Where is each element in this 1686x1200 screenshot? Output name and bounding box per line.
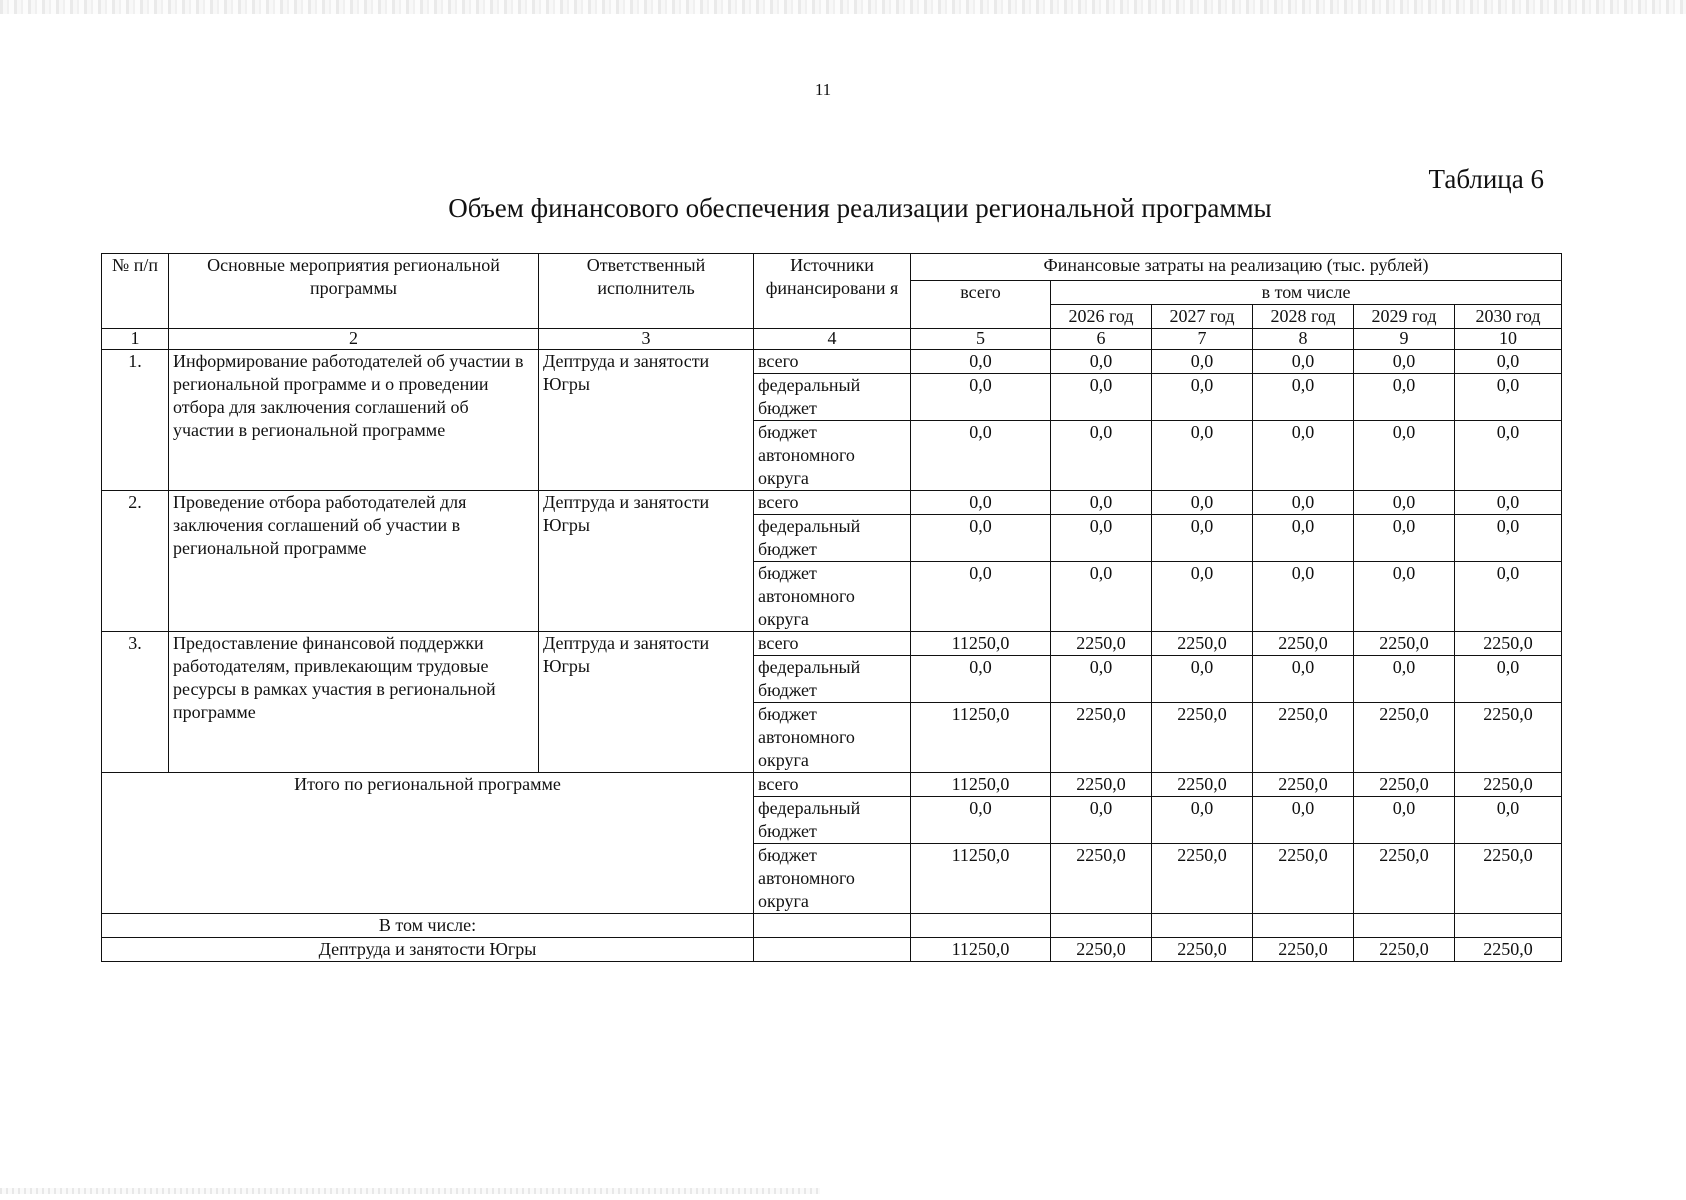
header-year: 2030 год (1455, 305, 1562, 329)
cell-year-amount: 0,0 (1253, 350, 1354, 374)
cell-year-amount: 2250,0 (1253, 938, 1354, 962)
cell-year-amount: 0,0 (1455, 350, 1562, 374)
cell-year-amount: 0,0 (1152, 656, 1253, 703)
cell-year-amount: 0,0 (1051, 515, 1152, 562)
cell-year-amount: 0,0 (1354, 562, 1455, 632)
cell-year-amount: 0,0 (1152, 491, 1253, 515)
cell-total-amount: 0,0 (911, 491, 1051, 515)
header-year: 2026 год (1051, 305, 1152, 329)
cell-year-amount: 2250,0 (1152, 632, 1253, 656)
cell-total-amount: 11250,0 (911, 938, 1051, 962)
cell-year-amount: 2250,0 (1253, 844, 1354, 914)
scan-edge-top (0, 0, 1686, 14)
cell-year-amount: 0,0 (1354, 350, 1455, 374)
including-row (102, 914, 1562, 938)
cell-total-amount: 11250,0 (911, 632, 1051, 656)
cell-year-amount: 0,0 (1152, 562, 1253, 632)
cell-year-amount: 2250,0 (1354, 773, 1455, 797)
cell-year-amount: 0,0 (1455, 656, 1562, 703)
header-costs: Финансовые затраты на реализацию (тыс. рублей) (911, 254, 1562, 281)
cell-year-amount: 2250,0 (1455, 773, 1562, 797)
activity-name: Проведение отбора работодателей для заключения соглашений об участии в региональной программе (169, 491, 539, 632)
cell-year-amount: 2250,0 (1354, 844, 1455, 914)
cell-year-amount: 2250,0 (1455, 844, 1562, 914)
empty-cell (1354, 914, 1455, 938)
program-total-row-total (102, 773, 1562, 797)
header-year: 2027 год (1152, 305, 1253, 329)
cell-year-amount: 2250,0 (1152, 938, 1253, 962)
cell-total-amount: 0,0 (911, 374, 1051, 421)
activity-1-row-total (102, 350, 1562, 374)
activity-number: 1. (102, 350, 169, 491)
cell-year-amount: 0,0 (1455, 562, 1562, 632)
cell-year-amount: 2250,0 (1253, 703, 1354, 773)
department-row (102, 938, 1562, 962)
cell-year-amount: 2250,0 (1051, 938, 1152, 962)
scan-edge-bottom (0, 1188, 820, 1194)
activity-2-row-total (102, 491, 1562, 515)
funding-source: бюджет автономного округа (754, 421, 911, 491)
cell-year-amount: 0,0 (1051, 656, 1152, 703)
cell-year-amount: 0,0 (1354, 797, 1455, 844)
column-number: 9 (1354, 329, 1455, 350)
cell-total-amount: 11250,0 (911, 844, 1051, 914)
header-year: 2029 год (1354, 305, 1455, 329)
cell-year-amount: 0,0 (1455, 797, 1562, 844)
table-body (102, 254, 1562, 962)
activity-number: 2. (102, 491, 169, 632)
cell-total-amount: 0,0 (911, 562, 1051, 632)
empty-cell (1253, 914, 1354, 938)
cell-year-amount: 0,0 (1253, 421, 1354, 491)
funding-source: бюджет автономного округа (754, 703, 911, 773)
empty-cell (1152, 914, 1253, 938)
cell-year-amount: 2250,0 (1253, 632, 1354, 656)
activity-number: 3. (102, 632, 169, 773)
cell-year-amount: 2250,0 (1354, 632, 1455, 656)
table-caption: Таблица 6 (1428, 164, 1544, 194)
cell-year-amount: 0,0 (1051, 374, 1152, 421)
cell-year-amount: 2250,0 (1455, 703, 1562, 773)
column-number: 4 (754, 329, 911, 350)
activity-name: Предоставление финансовой поддержки работодателям, привлекающим трудовые ресурсы в рамках участия в региональной программе (169, 632, 539, 773)
header-row-1 (102, 254, 1562, 281)
cell-total-amount: 11250,0 (911, 773, 1051, 797)
cell-year-amount: 0,0 (1253, 515, 1354, 562)
funding-source: бюджет автономного округа (754, 562, 911, 632)
funding-source: всего (754, 773, 911, 797)
funding-source: бюджет автономного округа (754, 844, 911, 914)
empty-cell (754, 938, 911, 962)
financing-table (101, 253, 1562, 962)
cell-year-amount: 0,0 (1152, 350, 1253, 374)
column-number: 5 (911, 329, 1051, 350)
page-number: 11 (814, 80, 832, 99)
funding-source: всего (754, 350, 911, 374)
cell-year-amount: 2250,0 (1152, 844, 1253, 914)
cell-year-amount: 0,0 (1152, 515, 1253, 562)
header-num: № п/п (102, 254, 169, 329)
column-number: 6 (1051, 329, 1152, 350)
cell-year-amount: 0,0 (1354, 656, 1455, 703)
cell-year-amount: 0,0 (1354, 491, 1455, 515)
column-number: 3 (539, 329, 754, 350)
cell-year-amount: 0,0 (1455, 491, 1562, 515)
header-total: всего (911, 281, 1051, 329)
empty-cell (754, 914, 911, 938)
cell-year-amount: 2250,0 (1152, 773, 1253, 797)
activity-executor: Дептруда и занятости Югры (539, 491, 754, 632)
cell-total-amount: 0,0 (911, 421, 1051, 491)
cell-year-amount: 0,0 (1354, 515, 1455, 562)
header-executor: Ответственный исполнитель (539, 254, 754, 329)
cell-total-amount: 0,0 (911, 350, 1051, 374)
column-number: 10 (1455, 329, 1562, 350)
cell-year-amount: 2250,0 (1253, 773, 1354, 797)
cell-total-amount: 0,0 (911, 656, 1051, 703)
cell-year-amount: 0,0 (1354, 374, 1455, 421)
column-number: 2 (169, 329, 539, 350)
cell-year-amount: 2250,0 (1051, 773, 1152, 797)
cell-year-amount: 0,0 (1152, 421, 1253, 491)
program-total-label: Итого по региональной программе (102, 773, 754, 914)
cell-year-amount: 0,0 (1051, 797, 1152, 844)
including-label: В том числе: (102, 914, 754, 938)
empty-cell (911, 914, 1051, 938)
cell-year-amount: 0,0 (1051, 562, 1152, 632)
header-sources: Источники финансировани я (754, 254, 911, 329)
activity-executor: Дептруда и занятости Югры (539, 632, 754, 773)
document-title: Объем финансового обеспечения реализации региональной программы (448, 193, 1272, 223)
activity-executor: Дептруда и занятости Югры (539, 350, 754, 491)
cell-year-amount: 0,0 (1253, 491, 1354, 515)
empty-cell (1455, 914, 1562, 938)
cell-year-amount: 0,0 (1051, 421, 1152, 491)
cell-total-amount: 11250,0 (911, 703, 1051, 773)
cell-year-amount: 0,0 (1253, 374, 1354, 421)
cell-year-amount: 2250,0 (1051, 632, 1152, 656)
cell-year-amount: 0,0 (1354, 421, 1455, 491)
column-number: 1 (102, 329, 169, 350)
cell-year-amount: 2250,0 (1455, 632, 1562, 656)
column-number: 7 (1152, 329, 1253, 350)
cell-year-amount: 0,0 (1253, 656, 1354, 703)
cell-total-amount: 0,0 (911, 515, 1051, 562)
cell-year-amount: 0,0 (1253, 797, 1354, 844)
cell-year-amount: 2250,0 (1354, 938, 1455, 962)
header-including: в том числе (1051, 281, 1562, 305)
cell-total-amount: 0,0 (911, 797, 1051, 844)
funding-source: всего (754, 632, 911, 656)
cell-year-amount: 0,0 (1455, 374, 1562, 421)
funding-source: федеральный бюджет (754, 656, 911, 703)
department-label: Дептруда и занятости Югры (102, 938, 754, 962)
column-number-row (102, 329, 1562, 350)
activity-name: Информирование работодателей об участии в региональной программе и о проведении отбора для заключения соглашений об участии в региональной программе (169, 350, 539, 491)
cell-year-amount: 2250,0 (1051, 844, 1152, 914)
cell-year-amount: 0,0 (1051, 491, 1152, 515)
activity-3-row-total (102, 632, 1562, 656)
funding-source: федеральный бюджет (754, 374, 911, 421)
cell-year-amount: 2250,0 (1152, 703, 1253, 773)
cell-year-amount: 2250,0 (1051, 703, 1152, 773)
cell-year-amount: 0,0 (1455, 421, 1562, 491)
header-activity: Основные мероприятия региональной программы (169, 254, 539, 329)
cell-year-amount: 0,0 (1152, 797, 1253, 844)
funding-source: федеральный бюджет (754, 515, 911, 562)
cell-year-amount: 0,0 (1152, 374, 1253, 421)
column-number: 8 (1253, 329, 1354, 350)
funding-source: всего (754, 491, 911, 515)
cell-year-amount: 0,0 (1051, 350, 1152, 374)
cell-year-amount: 2250,0 (1455, 938, 1562, 962)
cell-year-amount: 0,0 (1455, 515, 1562, 562)
funding-source: федеральный бюджет (754, 797, 911, 844)
header-year: 2028 год (1253, 305, 1354, 329)
cell-year-amount: 2250,0 (1354, 703, 1455, 773)
cell-year-amount: 0,0 (1253, 562, 1354, 632)
empty-cell (1051, 914, 1152, 938)
